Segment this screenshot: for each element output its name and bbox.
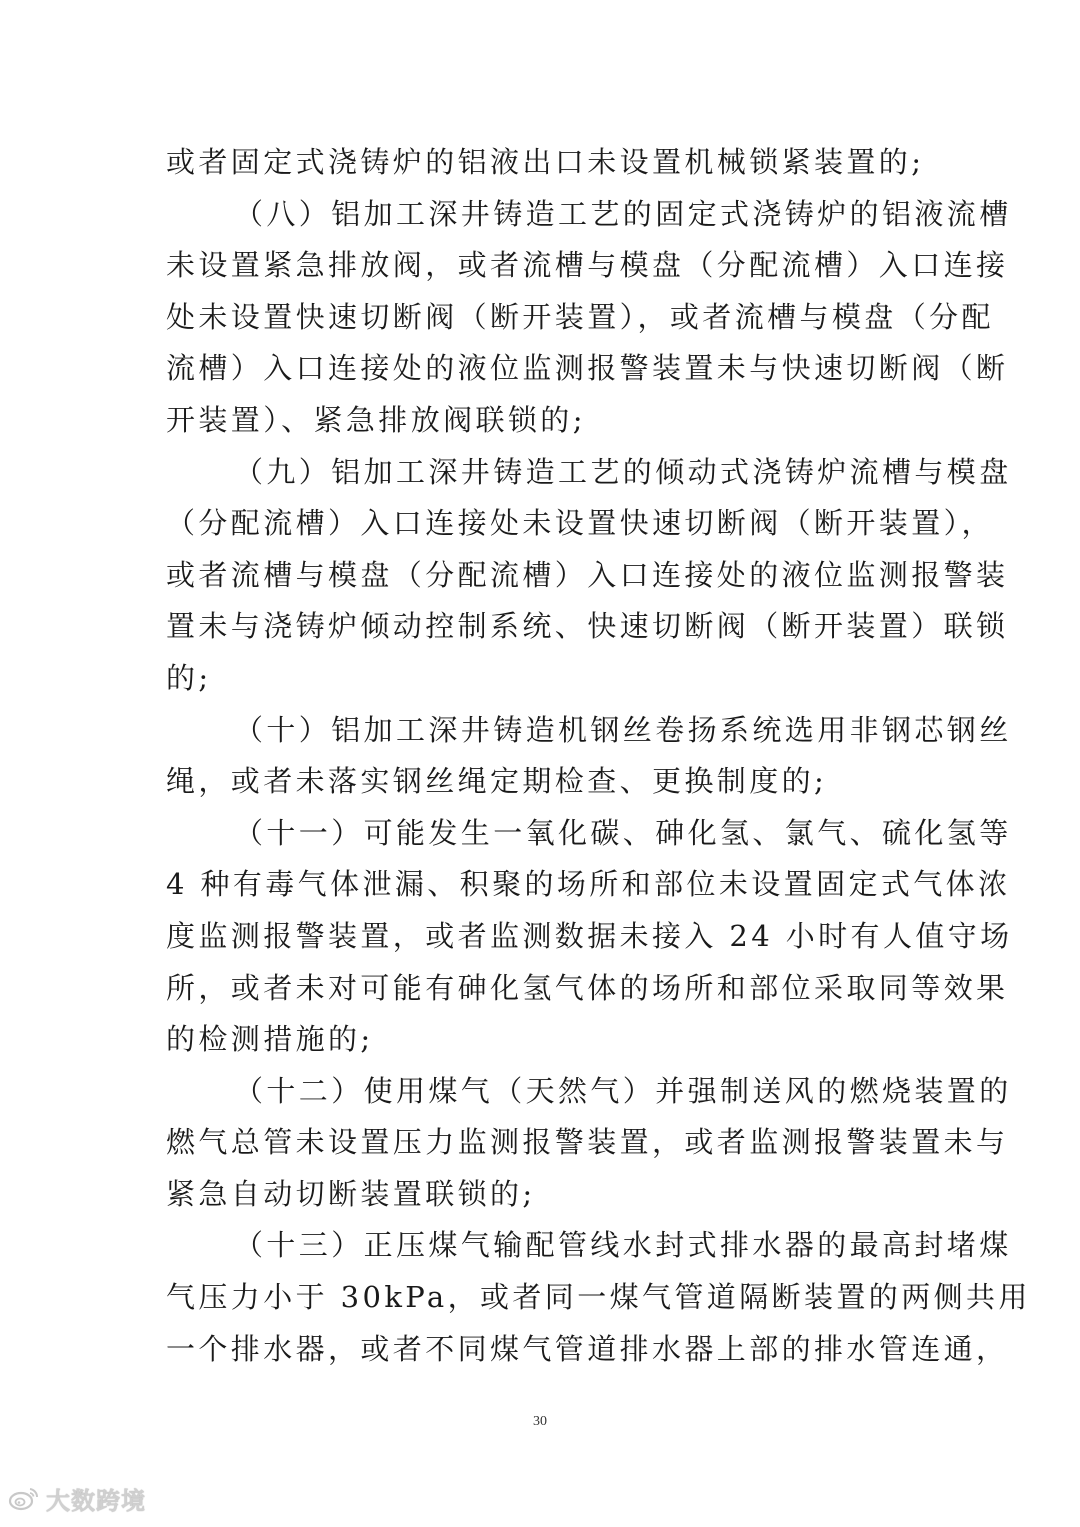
text-line: 处未设置快速切断阀（断开装置），或者流槽与模盘（分配 <box>166 299 994 334</box>
watermark-text: 大数跨境 <box>46 1486 146 1515</box>
body-text <box>166 137 1031 1375</box>
text-line: 燃气总管未设置压力监测报警装置，或者监测报警装置未与 <box>166 1125 1009 1160</box>
page-number: 30 <box>533 1414 547 1429</box>
text-line: 或者固定式浇铸炉的铝液出口未设置机械锁紧装置的; <box>166 145 925 179</box>
text-line: （十一）可能发生一氧化碳、砷化氢、氯气、硫化氢等 <box>234 815 1012 850</box>
text-line: （十）铝加工深井铸造机钢丝卷扬系统选用非钢芯钢丝 <box>234 712 1012 747</box>
text-line: 或者流槽与模盘（分配流槽）入口连接处的液位监测报警装 <box>166 557 1009 592</box>
text-line: 开装置）、紧急排放阀联锁的; <box>166 402 586 437</box>
text-line: 气压力小于 30kPa，或者同一煤气管道隔断装置的两侧共用 <box>166 1280 1031 1315</box>
text-line: 的; <box>166 660 212 695</box>
text-line: 度监测报警装置，或者监测数据未接入 24 小时有人值守场 <box>166 918 1013 953</box>
text-line: （十三）正压煤气输配管线水封式排水器的最高封堵煤 <box>234 1228 1012 1263</box>
text-line: （九）铝加工深井铸造工艺的倾动式浇铸炉流槽与模盘 <box>234 454 1012 489</box>
text-line: 4 种有毒气体泄漏、积聚的场所和部位未设置固定式气体浓 <box>166 867 1011 902</box>
text-line: 置未与浇铸炉倾动控制系统、快速切断阀（断开装置）联锁 <box>166 609 1009 644</box>
text-line: 的检测措施的; <box>166 1022 374 1057</box>
text-line: （八）铝加工深井铸造工艺的固定式浇铸炉的铝液流槽 <box>234 196 1012 231</box>
text-line: （分配流槽）入口连接处未设置快速切断阀（断开装置）， <box>166 506 994 541</box>
text-line: 流槽）入口连接处的液位监测报警装置未与快速切断阀（断 <box>166 351 1009 386</box>
text-line: 所，或者未对可能有砷化氢气体的场所和部位采取同等效果 <box>166 970 1009 1005</box>
text-line: （十二）使用煤气（天然气）并强制送风的燃烧装置的 <box>234 1073 1012 1108</box>
text-line: 一个排水器，或者不同煤气管道排水器上部的排水管连通， <box>166 1331 1009 1366</box>
weibo-logo-icon <box>8 1485 40 1511</box>
text-line: 紧急自动切断装置联锁的; <box>166 1176 536 1211</box>
watermark <box>8 1480 146 1516</box>
text-line: 未设置紧急排放阀，或者流槽与模盘（分配流槽）入口连接 <box>166 248 1009 283</box>
text-line: 绳，或者未落实钢丝绳定期检查、更换制度的; <box>166 764 828 799</box>
